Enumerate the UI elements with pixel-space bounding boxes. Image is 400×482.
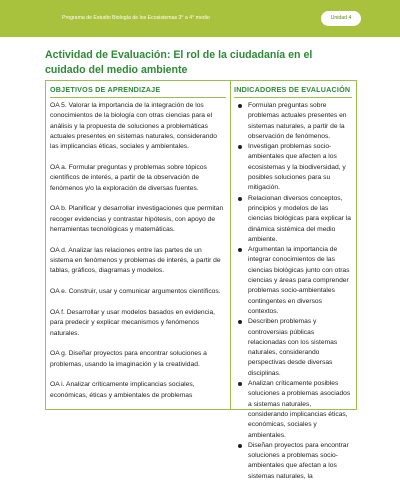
bullet-icon bbox=[238, 145, 242, 149]
indicators-header: INDICADORES DE EVALUACIÓN bbox=[234, 85, 352, 98]
objective-item: OA e. Construir, usar y comunicar argumentos científicos. bbox=[50, 288, 221, 296]
indicator-item bbox=[235, 379, 351, 441]
indicator-text: Argumentan la importancia de integrar conocimientos de las ciencias biológicas junto con otras ciencias y áreas para comprender problemas socio-ambientales contingentes en diversos contextos. bbox=[248, 246, 350, 315]
activity-title: Actividad de Evaluación: El rol de la ciudadanía en el cuidado del medio ambiente bbox=[45, 49, 313, 76]
indicator-text: Relacionan diversos conceptos, principios y modelos de las ciencias biológicas para explicar la dinámica sistémica del medio ambiente. bbox=[248, 194, 351, 243]
objective-item: OA i. Analizar críticamente implicancias sociales, económicas, éticas y ambientales de problemas bbox=[50, 381, 195, 399]
indicator-text: Formulan preguntas sobre problemas actuales presentes en sistemas naturales, a partir de la observación de fenómenos. bbox=[248, 102, 347, 140]
indicator-item bbox=[235, 142, 351, 193]
bullet-icon bbox=[238, 248, 242, 252]
objective-item: OA a. Formular preguntas y problemas sobre tópicos científicos de interés, a partir de la observación de fenómenos y/o la exploración de diversas fuentes. bbox=[50, 163, 207, 192]
bullet-icon bbox=[238, 382, 242, 386]
indicator-text: Describen problemas y controversias públicas relacionadas con los sistemas naturales, considerando perspectivas desde diversas disciplinas. bbox=[248, 318, 338, 377]
objective-item: OA f. Desarrollar y usar modelos basados en evidencia, para predecir y explicar mecanismos y fenómenos naturales. bbox=[50, 308, 216, 337]
indicator-text: Investigan problemas socio-ambientales que afecten a los ecosistemas y la biodiversidad, y posibles soluciones para su mitigación. bbox=[248, 143, 346, 192]
indicator-item bbox=[235, 245, 351, 317]
column-divider bbox=[230, 81, 231, 409]
objectives-column bbox=[50, 101, 226, 412]
unit-badge: Unidad 4 bbox=[321, 11, 361, 26]
objectives-header: OBJETIVOS DE APRENDIZAJE bbox=[50, 85, 226, 98]
bullet-icon bbox=[238, 320, 242, 324]
bullet-icon bbox=[238, 197, 242, 201]
objective-item: OA b. Planificar y desarrollar investigaciones que permitan recoger evidencias y contrastar hipótesis, con apoyo de herramientas tecnológicas y matemáticas. bbox=[50, 205, 224, 233]
indicator-text: Diseñan proyectos para encontrar soluciones a problemas socio-ambientales que afectan a los sistemas naturales, la bbox=[248, 441, 349, 480]
indicator-item bbox=[235, 317, 351, 379]
indicators-column bbox=[235, 101, 351, 482]
indicator-item bbox=[235, 101, 351, 142]
indicator-item bbox=[235, 194, 351, 245]
objective-item: OA d. Analizar las relaciones entre las partes de un sistema en fenómenos y problemas de interés, a partir de tablas, gráficos, diagramas y modelos. bbox=[50, 246, 221, 275]
indicator-item bbox=[235, 441, 351, 482]
evaluation-table bbox=[45, 80, 357, 480]
header-bar bbox=[0, 0, 400, 37]
objective-item: OA 5. Valorar la importancia de la integración de los conocimientos de la biología con otras ciencias para el análisis y la propuesta de soluciones a problemáticas actuales presentes en sistemas naturales, considerando las implicancias éticas, sociales y ambientales. bbox=[50, 102, 217, 151]
objective-item: OA g. Diseñar proyectos para encontrar soluciones a problemas, usando la imaginación y la creatividad. bbox=[50, 350, 207, 368]
program-title: Programa de Estudio Biología de los Ecosistemas 3° a 4° medio bbox=[62, 15, 210, 21]
bullet-icon bbox=[238, 444, 242, 448]
indicator-text: Analizan críticamente posibles soluciones a problemas asociados a sistemas naturales, considerando implicancias éticas, económicas, sociales y ambientales. bbox=[248, 380, 351, 439]
bullet-icon bbox=[238, 104, 242, 108]
